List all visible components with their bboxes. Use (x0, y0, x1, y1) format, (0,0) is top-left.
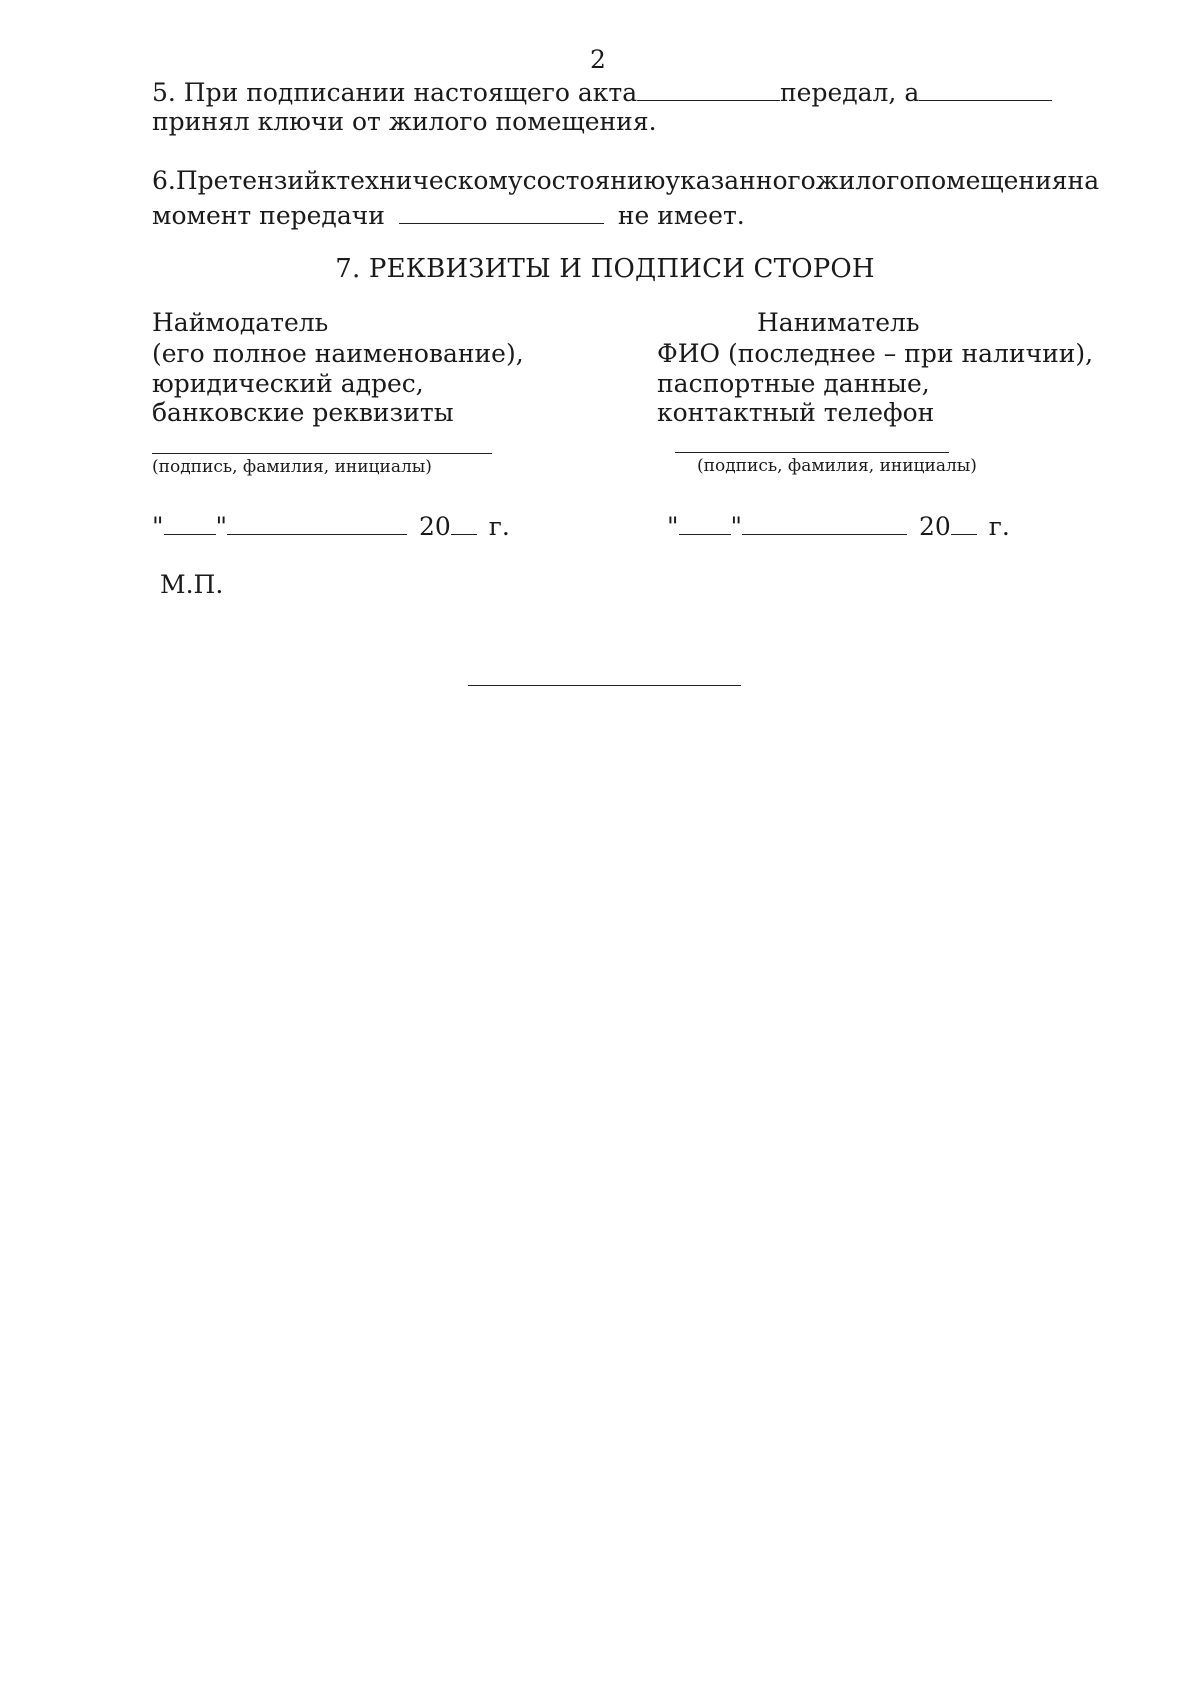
landlord-date-day-blank (164, 508, 216, 535)
item-6-text-2: не имеет. (617, 201, 745, 230)
item-5-blank-giver (637, 74, 780, 101)
landlord-date-year-blank (451, 508, 477, 535)
item-6-line-1 (152, 165, 1100, 197)
closing-divider (468, 685, 741, 686)
landlord-title: Наймодатель (152, 308, 329, 337)
landlord-detail: юридический адрес, (152, 369, 424, 398)
landlord-date-suffix: г. (488, 512, 510, 541)
landlord-signature-caption: (подпись, фамилия, инициалы) (152, 457, 432, 477)
tenant-date-quote-open: " (667, 512, 679, 541)
page-number: 2 (590, 45, 606, 74)
item-6-word: 6. (152, 166, 176, 195)
item-6-line-2 (152, 197, 745, 232)
item-6-word: указанного (665, 166, 816, 195)
landlord-date-year: 20 (418, 512, 451, 541)
item-6-word: жилого (815, 166, 915, 195)
tenant-detail: ФИО (последнее – при наличии), (657, 339, 1094, 368)
landlord-signature-line (152, 453, 492, 454)
landlord-detail: банковские реквизиты (152, 398, 454, 427)
item-6-word: к (320, 166, 337, 195)
item-6-text-1: момент передачи (152, 201, 385, 230)
tenant-signature-line (675, 452, 949, 453)
stamp-label: М.П. (160, 570, 224, 599)
section-heading: 7. РЕКВИЗИТЫ И ПОДПИСИ СТОРОН (335, 254, 875, 284)
tenant-date-month-blank (742, 508, 907, 535)
landlord-date-quote-close: " (215, 512, 227, 541)
landlord-date (152, 508, 510, 543)
item-6-blank-party (399, 197, 604, 224)
item-6-word: Претензий (175, 166, 321, 195)
tenant-date-day-blank (679, 508, 731, 535)
landlord-date-quote-open: " (152, 512, 164, 541)
tenant-date (667, 508, 1010, 543)
tenant-date-suffix: г. (988, 512, 1010, 541)
tenant-signature-caption: (подпись, фамилия, инициалы) (697, 456, 977, 476)
item-5-line-2: принял ключи от жилого помещения. (152, 107, 657, 136)
item-5-text-1: 5. При подписании настоящего акта (152, 78, 638, 107)
item-5-line-1 (152, 74, 1052, 109)
item-5-text-2: передал, а (779, 78, 920, 107)
tenant-title: Наниматель (757, 308, 920, 337)
landlord-date-month-blank (227, 508, 407, 535)
tenant-date-year-blank (951, 508, 977, 535)
tenant-date-quote-close: " (730, 512, 742, 541)
tenant-date-year: 20 (918, 512, 951, 541)
tenant-detail: паспортные данные, (657, 369, 930, 398)
item-6-word: помещения (914, 166, 1068, 195)
tenant-detail: контактный телефон (657, 398, 935, 427)
landlord-detail: (его полное наименование), (152, 339, 524, 368)
item-6-word: техническому (336, 166, 523, 195)
item-6-word: на (1067, 166, 1100, 195)
item-5-blank-receiver (919, 74, 1052, 101)
item-6-word: состоянию (522, 166, 666, 195)
